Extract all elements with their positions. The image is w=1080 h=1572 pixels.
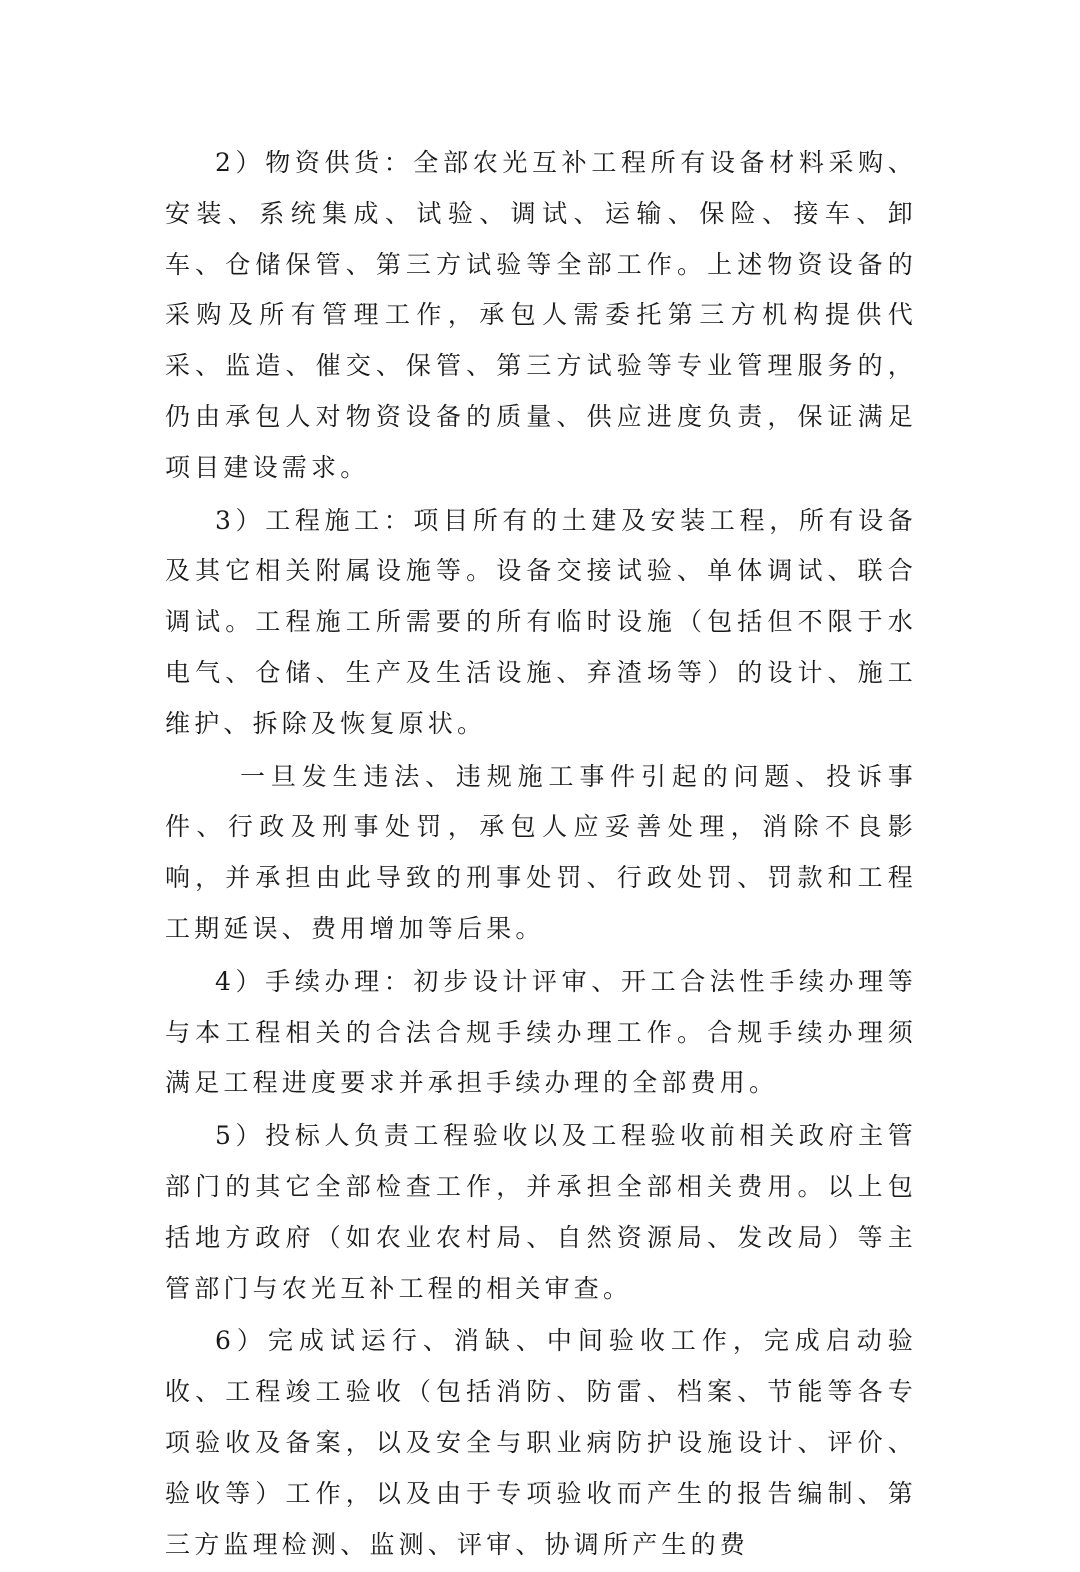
document-body xyxy=(165,138,917,1572)
paragraph-acceptance-inspection: 5）投标人负责工程验收以及工程验收前相关政府主管部门的其它全部检查工作，并承担全部相关费用。以上包括地方政府（如农业农村局、自然资源局、发改局）等主管部门与农光互补工程的相关审查。 xyxy=(165,1121,917,1303)
paragraph-trial-operation: 6）完成试运行、消缺、中间验收工作，完成启动验收、工程竣工验收（包括消防、防雷、档案、节能等各专项验收及备案，以及安全与职业病防护设施设计、评价、验收等）工作，以及由于专项验收而产生的报告编制、第三方监理检测、监测、评审、协调所产生的费 xyxy=(165,1326,917,1559)
paragraph-material-supply: 2）物资供货：全部农光互补工程所有设备材料采购、安装、系统集成、试验、调试、运输、保险、接车、卸车、仓储保管、第三方试验等全部工作。上述物资设备的采购及所有管理工作，承包人需委托第三方机构提供代采、监造、催交、保管、第三方试验等专业管理服务的，仍由承包人对物资设备的质量、供应进度负责，保证满足项目建设需求。 xyxy=(165,148,917,482)
paragraph-construction: 3）工程施工：项目所有的土建及安装工程，所有设备及其它相关附属设施等。设备交接试验、单体调试、联合调试。工程施工所需要的所有临时设施（包括但不限于水电气、仓储、生产及生活设施、弃渣场等）的设计、施工维护、拆除及恢复原状。 xyxy=(165,505,917,738)
paragraph-violation-handling: 一旦发生违法、违规施工事件引起的问题、投诉事件、行政及刑事处罚，承包人应妥善处理，消除不良影响，并承担由此导致的刑事处罚、行政处罚、罚款和工程工期延误、费用增加等后果。 xyxy=(165,761,917,943)
paragraph-procedures: 4）手续办理：初步设计评审、开工合法性手续办理等与本工程相关的合法合规手续办理工作。合规手续办理须满足工程进度要求并承担手续办理的全部费用。 xyxy=(165,966,917,1098)
